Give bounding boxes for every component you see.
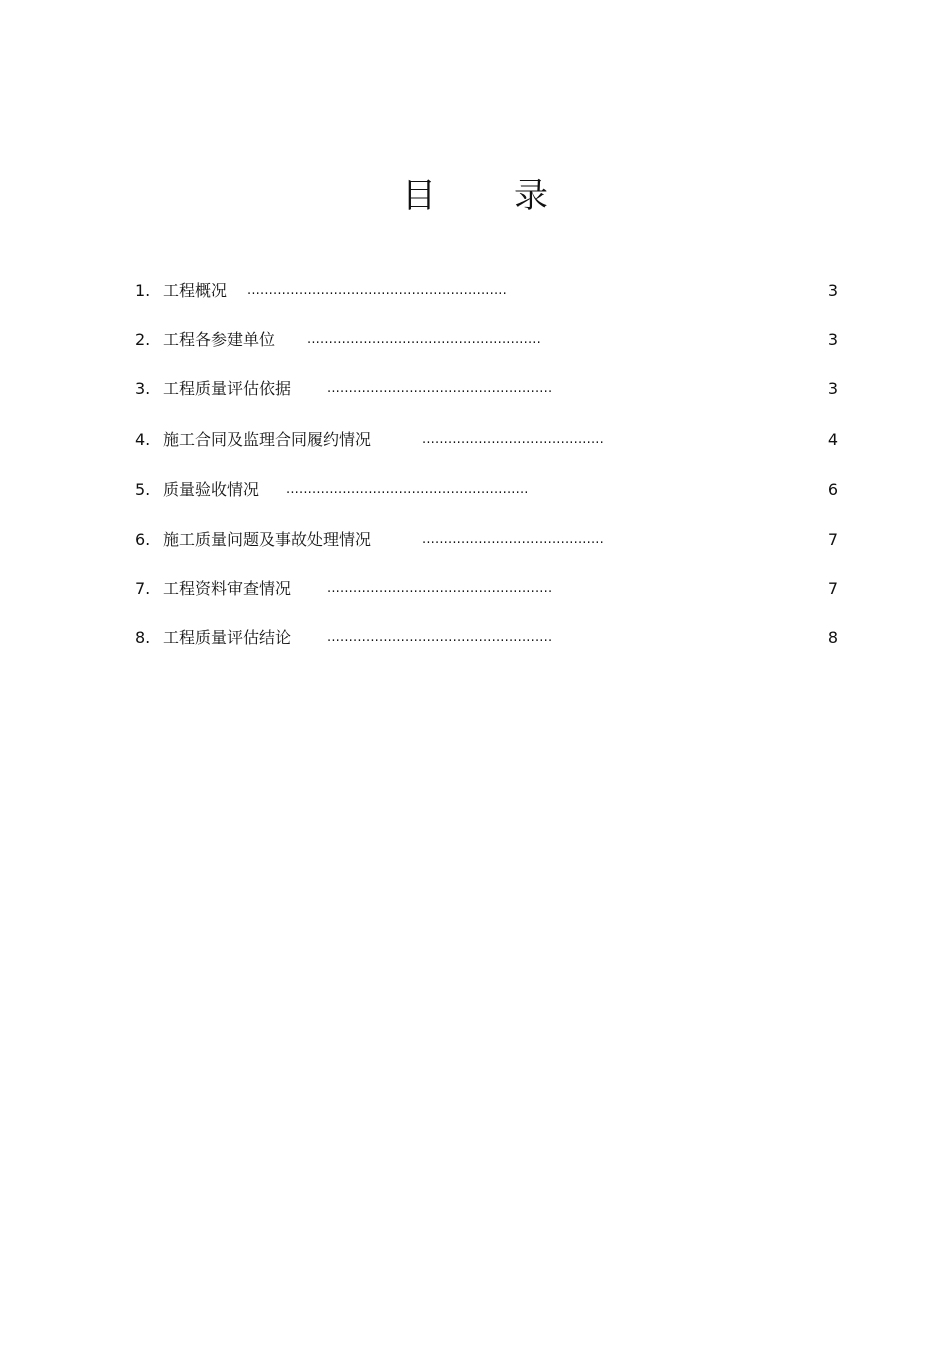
toc-entry[interactable] — [0, 626, 950, 650]
toc-entry-page: 3 — [827, 379, 838, 398]
toc-entry-title: 工程质量评估结论 — [163, 628, 292, 647]
toc-entry-number: 6. — [135, 530, 151, 549]
toc-entry-page: 4 — [827, 430, 838, 449]
toc-entry-number: 5. — [135, 480, 151, 499]
toc-entry-leader: ...................................................... — [307, 332, 541, 347]
toc-entry-page: 3 — [827, 330, 838, 349]
toc-title-char-2: 录 — [514, 176, 548, 216]
toc-entry[interactable] — [0, 528, 950, 552]
toc-entry[interactable] — [0, 328, 950, 352]
toc-entry-leader: ............................................................ — [247, 283, 507, 298]
toc-entry-leader: .................................................... — [327, 381, 553, 396]
toc-entry-leader: .................................................... — [327, 581, 553, 596]
toc-entry-leader: .......................................... — [422, 532, 604, 547]
toc-entry[interactable] — [0, 478, 950, 502]
toc-entry-leader: ........................................................ — [286, 482, 529, 497]
toc-entry-title: 施工质量问题及事故处理情况 — [163, 530, 372, 549]
toc-entry-leader: .................................................... — [327, 630, 553, 645]
toc-entry-title: 工程资料审查情况 — [163, 579, 292, 598]
toc-entry-page: 7 — [827, 530, 838, 549]
toc-entry-title: 工程各参建单位 — [163, 330, 276, 349]
toc-entry-title: 工程质量评估依据 — [163, 379, 292, 398]
toc-entry-page: 8 — [827, 628, 838, 647]
toc-entry-leader: .......................................... — [422, 432, 604, 447]
toc-entry[interactable] — [0, 577, 950, 601]
toc-entry-number: 8. — [135, 628, 151, 647]
toc-title — [0, 168, 950, 217]
toc-entry-title: 施工合同及监理合同履约情况 — [163, 430, 372, 449]
toc-entry[interactable] — [0, 428, 950, 452]
toc-entry[interactable] — [0, 279, 950, 303]
toc-entry[interactable] — [0, 377, 950, 401]
toc-entry-number: 1. — [135, 281, 151, 300]
toc-title-char-1: 目 — [402, 176, 436, 216]
toc-entry-page: 3 — [827, 281, 838, 300]
toc-entry-title: 质量验收情况 — [163, 480, 260, 499]
toc-entry-page: 7 — [827, 579, 838, 598]
toc-entry-page: 6 — [827, 480, 838, 499]
toc-entry-number: 3. — [135, 379, 151, 398]
toc-entry-number: 7. — [135, 579, 151, 598]
toc-entry-number: 4. — [135, 430, 151, 449]
toc-entry-number: 2. — [135, 330, 151, 349]
toc-entry-title: 工程概况 — [163, 281, 228, 300]
